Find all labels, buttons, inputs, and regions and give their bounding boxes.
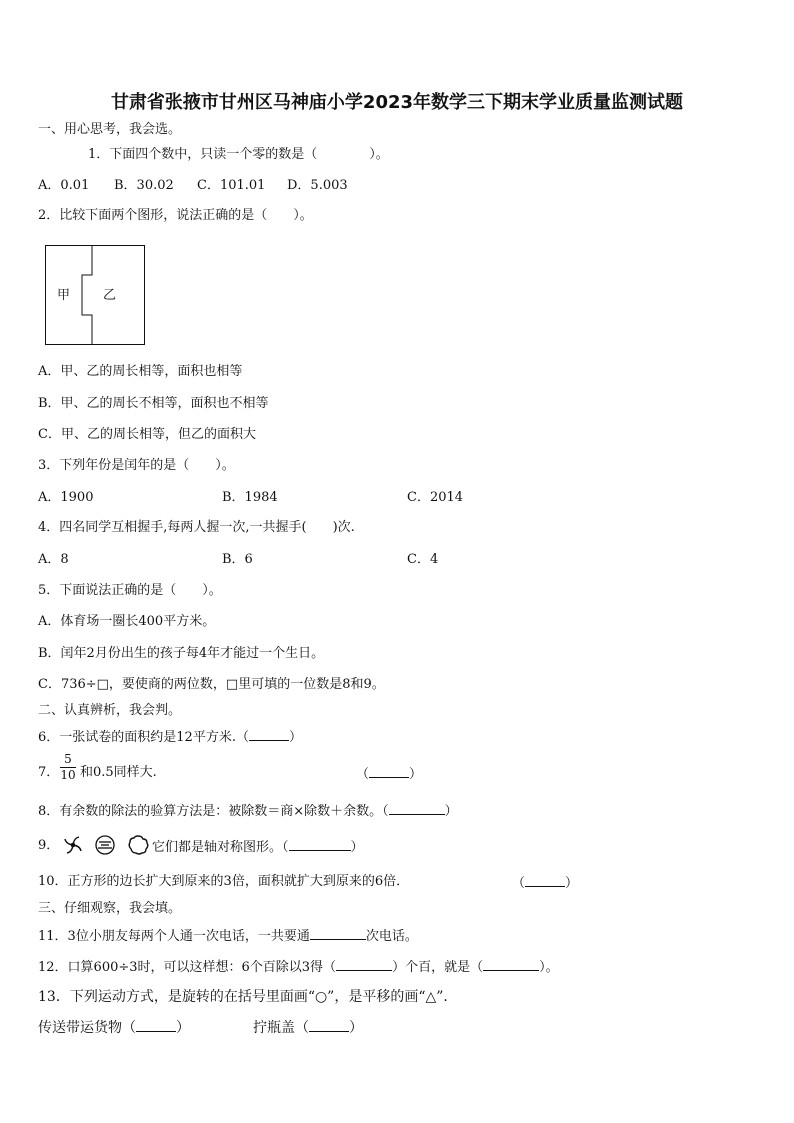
q7-fraction-denominator: 10 xyxy=(60,768,76,782)
circle-symbol-icon xyxy=(96,836,114,854)
q9-symmetry-figures xyxy=(62,834,152,856)
q9-text: 它们都是轴对称图形。（ xyxy=(152,840,289,855)
q5-option-c[interactable]: C．736÷□，要使商的两位数，□里可填的一位数是8和9。 xyxy=(38,677,385,692)
q2-option-c[interactable]: C．甲、乙的周长相等，但乙的面积大 xyxy=(38,427,256,442)
question-4-stem: 4．四名同学互相握手,每两人握一次,一共握手( )次. xyxy=(38,520,355,535)
q13-item-1-blank[interactable] xyxy=(136,1019,176,1032)
question-10 xyxy=(38,874,409,890)
q11-tail: 次电话。 xyxy=(365,929,418,944)
q4-option-c[interactable]: C．4 xyxy=(407,552,439,567)
q3-option-c[interactable]: C．2014 xyxy=(407,490,464,505)
question-6 xyxy=(38,728,302,746)
q6-answer-blank[interactable] xyxy=(249,728,289,741)
question-13: 13．下列运动方式，是旋转的在括号里面画“○”，是平移的画“△”． xyxy=(38,989,458,1005)
q8-text: 8．有余数的除法的验算方法是：被除数＝商×除数＋余数。（ xyxy=(38,804,389,819)
q11-text: 11．3位小朋友每两个人通一次电话，一共要通 xyxy=(38,929,310,944)
q12-text-b: ）个百，就是（ xyxy=(392,960,484,975)
question-2-stem: 2．比较下面两个图形，说法正确的是（ ）。 xyxy=(38,208,313,223)
q10-answer-blank[interactable] xyxy=(525,874,565,887)
question-2-figure xyxy=(45,245,145,345)
q13-item-conveyor xyxy=(38,1019,190,1036)
q2-option-b[interactable]: B．甲、乙的周长不相等，面积也不相等 xyxy=(38,396,269,411)
q9-number: 9． xyxy=(38,838,60,853)
q9-figures xyxy=(62,834,152,860)
question-1-stem: 1．下面四个数中，只读一个零的数是（ ）。 xyxy=(88,147,389,162)
q5-option-b[interactable]: B．闰年2月份出生的孩子每4年才能过一个生日。 xyxy=(38,646,325,661)
q1-option-d[interactable]: D．5.003 xyxy=(287,178,348,193)
q6-close: ） xyxy=(288,730,302,745)
q7-answer-blank[interactable] xyxy=(369,765,409,778)
q12-text-c: ）。 xyxy=(539,960,559,975)
section-heading-1: 一、用心思考，我会选。 xyxy=(38,122,182,137)
q7-fraction xyxy=(60,752,76,783)
q7-text: 和0.5同样大. xyxy=(80,765,157,780)
figure-label-jia: 甲 xyxy=(57,288,71,303)
q10-text: 10．正方形的边长扩大到原来的3倍，面积就扩大到原来的6倍． xyxy=(38,874,410,889)
q6-text: 6．一张试卷的面积约是12平方米.（ xyxy=(38,730,249,745)
section-heading-2: 二、认真辨析，我会判。 xyxy=(38,703,182,718)
q3-option-b[interactable]: B．1984 xyxy=(222,490,278,505)
q7-fraction-numerator: 5 xyxy=(64,752,72,766)
q13-item-2-label: 拧瓶盖（ xyxy=(253,1020,309,1036)
q11-answer-blank[interactable] xyxy=(310,927,366,940)
q7-open: （ xyxy=(356,767,370,782)
q3-option-a[interactable]: A．1900 xyxy=(38,490,94,505)
q1-option-a[interactable]: A．0.01 xyxy=(38,178,90,193)
q5-option-a[interactable]: A．体育场一圈长400平方米。 xyxy=(38,614,216,629)
question-5-stem: 5．下面说法正确的是（ ）。 xyxy=(38,583,222,598)
question-3-stem: 3．下列年份是闰年的是（ ）。 xyxy=(38,458,235,473)
q7-close: ） xyxy=(409,767,423,782)
q9-answer-blank[interactable] xyxy=(289,838,351,851)
q13-item-2-close: ） xyxy=(349,1020,363,1036)
q2-option-a[interactable]: A．甲、乙的周长相等，面积也相等 xyxy=(38,364,243,379)
q12-answer-blank-1[interactable] xyxy=(336,958,392,971)
question-9 xyxy=(152,838,364,856)
q1-option-c[interactable]: C．101.01 xyxy=(197,178,266,193)
q10-close: ） xyxy=(565,876,579,891)
q13-item-1-close: ） xyxy=(176,1020,190,1036)
q4-option-b[interactable]: B．6 xyxy=(222,552,253,567)
figure-label-yi: 乙 xyxy=(103,288,117,303)
question-8 xyxy=(38,802,458,820)
q10-answer xyxy=(512,874,578,892)
q10-open: （ xyxy=(512,876,526,891)
q7-number: 7． xyxy=(38,765,60,780)
q9-close: ） xyxy=(350,840,364,855)
q12-text-a: 12．口算600÷3时，可以这样想：6个百除以3得（ xyxy=(38,960,337,975)
question-11 xyxy=(38,927,418,945)
q7-answer xyxy=(356,765,422,783)
question-12 xyxy=(38,958,559,976)
q8-answer-blank[interactable] xyxy=(389,802,445,815)
page-title: 甘肃省张掖市甘州区马神庙小学2023年数学三下期末学业质量监测试题 xyxy=(110,92,684,113)
q1-option-b[interactable]: B．30.02 xyxy=(114,178,174,193)
q13-item-1-label: 传送带运货物（ xyxy=(38,1020,136,1036)
q13-item-2-blank[interactable] xyxy=(309,1019,349,1032)
q13-item-bottle-cap xyxy=(253,1019,363,1036)
section-heading-3: 三、仔细观察，我会填。 xyxy=(38,901,182,916)
q4-option-a[interactable]: A．8 xyxy=(38,552,69,567)
flower-outline-icon xyxy=(129,836,148,854)
pinwheel-icon xyxy=(65,837,81,853)
q8-close: ） xyxy=(444,804,458,819)
q12-answer-blank-2[interactable] xyxy=(483,958,539,971)
